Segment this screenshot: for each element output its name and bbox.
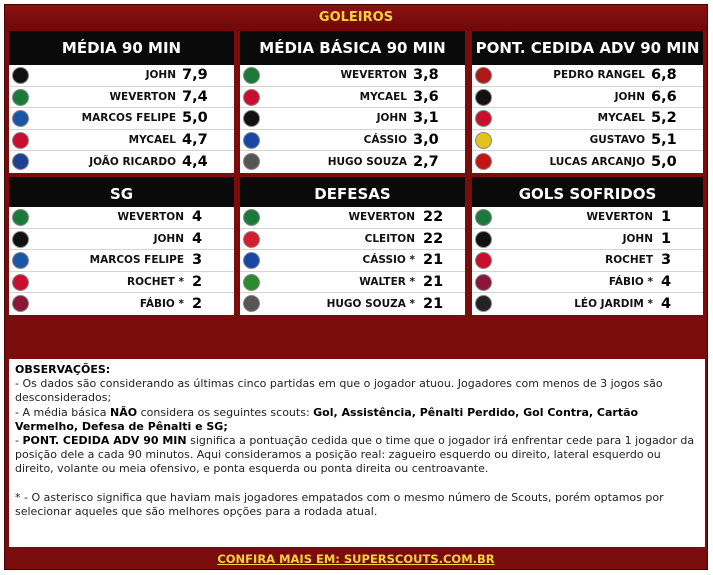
player-row (472, 65, 703, 87)
player-name: WEVERTON (340, 69, 407, 82)
player-name: GUSTAVO (589, 133, 645, 146)
player-name: JOHN (614, 90, 645, 103)
player-row (9, 65, 234, 87)
player-value: 21 (423, 252, 444, 269)
player-row (9, 207, 234, 229)
panel-title: PONT. CEDIDA ADV 90 MIN (472, 31, 703, 65)
infographic-frame (4, 4, 708, 570)
club-crest-icon (243, 295, 260, 312)
player-value: 1 (661, 230, 672, 247)
club-crest-icon (475, 67, 492, 84)
club-crest-icon (475, 252, 492, 269)
player-name: FÁBIO * (139, 297, 184, 310)
club-crest-icon (475, 295, 492, 312)
player-value: 22 (423, 209, 444, 226)
player-value: 2,7 (413, 153, 439, 170)
player-name: HUGO SOUZA * (326, 297, 415, 310)
player-value: 5,0 (182, 110, 208, 127)
player-name: MYCAEL (597, 112, 645, 125)
player-row (240, 65, 465, 87)
club-crest-icon (12, 132, 29, 149)
player-value: 4 (192, 209, 203, 226)
player-row (9, 151, 234, 173)
club-crest-icon (243, 132, 260, 149)
player-name: MARCOS FELIPE (89, 254, 184, 267)
player-row (240, 207, 465, 229)
player-row (240, 130, 465, 152)
player-name: JOHN (153, 232, 184, 245)
player-value: 2 (192, 273, 203, 290)
player-value: 3,8 (413, 67, 439, 84)
player-value: 2 (192, 295, 203, 312)
player-name: CÁSSIO * (362, 254, 415, 267)
club-crest-icon (475, 209, 492, 226)
stats-panel (9, 177, 234, 315)
player-name: JOHN (376, 112, 407, 125)
club-crest-icon (475, 274, 492, 291)
player-value: 4 (192, 230, 203, 247)
player-name: MYCAEL (128, 133, 176, 146)
player-name: JOHN (622, 232, 653, 245)
player-name: WEVERTON (109, 90, 176, 103)
player-row (472, 108, 703, 130)
player-value: 4,4 (182, 153, 208, 170)
stats-panel (9, 31, 234, 173)
panel-title: SG (9, 177, 234, 207)
club-crest-icon (12, 110, 29, 127)
player-name: ROCHET (605, 254, 653, 267)
player-row (472, 207, 703, 229)
club-crest-icon (243, 89, 260, 106)
player-name: ROCHET * (127, 275, 184, 288)
player-row (240, 151, 465, 173)
player-row (240, 250, 465, 272)
stats-panel (472, 177, 703, 315)
club-crest-icon (12, 252, 29, 269)
club-crest-icon (243, 153, 260, 170)
observations-heading: OBSERVAÇÕES: (15, 363, 111, 376)
player-row (472, 272, 703, 294)
club-crest-icon (12, 231, 29, 248)
observation-line-3: - PONT. CEDIDA ADV 90 MIN significa a pontuação cedida que o time que o jogador irá enfrentar cede para 1 jogador da posição dele a cada 90 minutos. Aqui consideramos a posição real: zagueiro esquerdo ou direito, lateral esquerdo ou direito, volante ou meia ofensivo, e ponta esquerda ou ponta direita ou centroavante. (15, 434, 695, 476)
player-value: 3 (192, 252, 203, 269)
observation-line-1: - Os dados são considerando as últimas cinco partidas em que o jogador atuou. Jogadores com menos de 3 jogos são desconsiderados; (15, 377, 663, 405)
player-value: 1 (661, 209, 672, 226)
club-crest-icon (475, 132, 492, 149)
player-value: 21 (423, 273, 444, 290)
player-row (240, 293, 465, 315)
observation-line-2: - A média básica NÃO considera os seguintes scouts: Gol, Assistência, Pênalti Perdido, Gol Contra, Cartão Vermelho, Defesa de Pênalti e SG; (15, 405, 639, 433)
player-name: CLEITON (364, 232, 415, 245)
player-value: 4 (661, 273, 672, 290)
club-crest-icon (243, 67, 260, 84)
panel-title: GOLS SOFRIDOS (472, 177, 703, 207)
player-name: HUGO SOUZA (327, 155, 407, 168)
club-crest-icon (243, 252, 260, 269)
club-crest-icon (12, 89, 29, 106)
player-value: 3,0 (413, 131, 439, 148)
club-crest-icon (475, 89, 492, 106)
club-crest-icon (475, 153, 492, 170)
player-name: JOÃO RICARDO (89, 155, 176, 168)
observations-box (9, 359, 705, 547)
player-row (472, 229, 703, 251)
player-row (472, 293, 703, 315)
player-name: LUCAS ARCANJO (549, 155, 645, 168)
club-crest-icon (243, 110, 260, 127)
player-name: JOHN (145, 69, 176, 82)
player-row (240, 108, 465, 130)
player-name: CÁSSIO (363, 133, 407, 146)
player-value: 3,6 (413, 88, 439, 105)
player-name: PEDRO RANGEL (553, 69, 645, 82)
player-name: WEVERTON (117, 211, 184, 224)
club-crest-icon (475, 110, 492, 127)
player-name: WEVERTON (348, 211, 415, 224)
player-name: MYCAEL (359, 90, 407, 103)
player-row (240, 87, 465, 109)
footer-link[interactable]: CONFIRA MAIS EM: SUPERSCOUTS.COM.BR (217, 552, 495, 566)
player-value: 6,6 (651, 88, 677, 105)
panel-title: MÉDIA 90 MIN (9, 31, 234, 65)
player-value: 22 (423, 230, 444, 247)
page-title: GOLEIROS (5, 5, 707, 31)
player-value: 5,0 (651, 153, 677, 170)
observation-line-4: * - O asterisco significa que haviam mais jogadores empatados com o mesmo número de Scouts, porém optamos por selecionar aqueles que são melhores opções para a rodada atual. (15, 490, 664, 518)
club-crest-icon (243, 274, 260, 291)
panel-title: DEFESAS (240, 177, 465, 207)
player-row (240, 229, 465, 251)
player-row (9, 293, 234, 315)
player-row (9, 130, 234, 152)
player-name: MARCOS FELIPE (81, 112, 176, 125)
player-value: 5,2 (651, 110, 677, 127)
player-row (472, 151, 703, 173)
player-value: 4 (661, 295, 672, 312)
player-value: 5,1 (651, 131, 677, 148)
club-crest-icon (475, 231, 492, 248)
stats-panel (472, 31, 703, 173)
player-value: 7,4 (182, 88, 208, 105)
club-crest-icon (12, 67, 29, 84)
player-value: 3,1 (413, 110, 439, 127)
player-name: FÁBIO * (608, 275, 653, 288)
player-row (9, 250, 234, 272)
player-name: LÉO JARDIM * (574, 297, 653, 310)
player-row (472, 250, 703, 272)
player-value: 4,7 (182, 131, 208, 148)
player-row (240, 272, 465, 294)
player-value: 21 (423, 295, 444, 312)
stats-panel (240, 177, 465, 315)
club-crest-icon (243, 231, 260, 248)
club-crest-icon (243, 209, 260, 226)
club-crest-icon (12, 209, 29, 226)
panel-title: MÉDIA BÁSICA 90 MIN (240, 31, 465, 65)
player-name: WEVERTON (586, 211, 653, 224)
player-value: 6,8 (651, 67, 677, 84)
stats-panel (240, 31, 465, 173)
player-row (472, 130, 703, 152)
player-row (9, 87, 234, 109)
club-crest-icon (12, 153, 29, 170)
player-value: 3 (661, 252, 672, 269)
player-row (9, 108, 234, 130)
club-crest-icon (12, 274, 29, 291)
player-name: WALTER * (359, 275, 415, 288)
player-row (9, 229, 234, 251)
player-value: 7,9 (182, 67, 208, 84)
player-row (472, 87, 703, 109)
club-crest-icon (12, 295, 29, 312)
player-row (9, 272, 234, 294)
